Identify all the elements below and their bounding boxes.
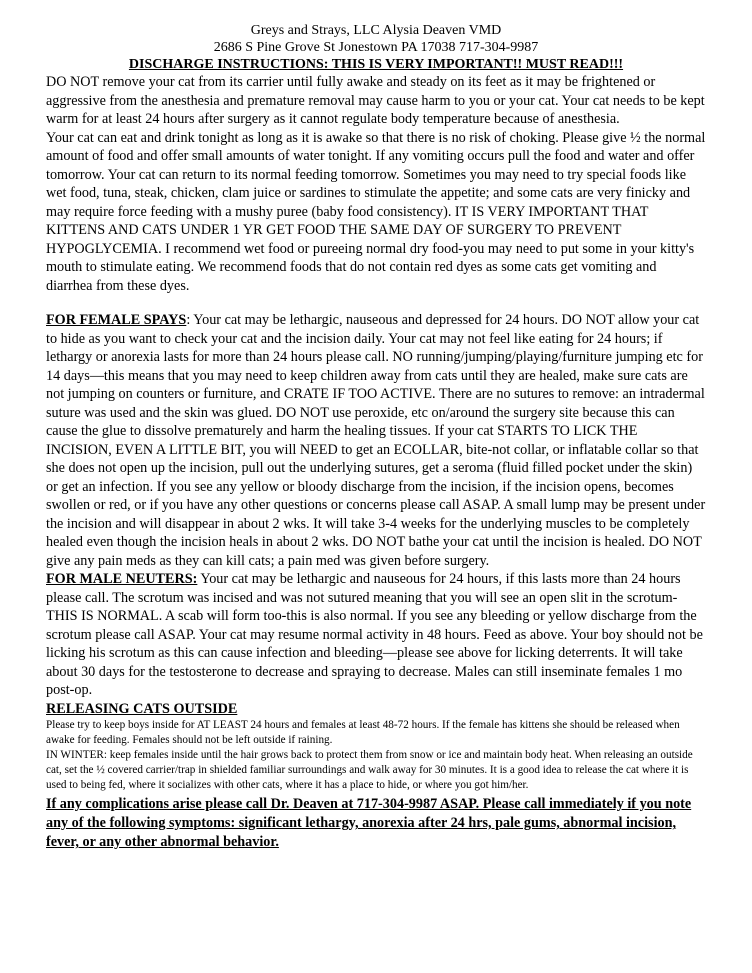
releasing-outside-text-2: IN WINTER: keep females inside until the hair grows back to protect them from snow or ice and maintain body heat. When releasing an outside cat, set the ½ covered carrier/trap in shielded familiar surroundings and walk away for 30 minutes. It is a good idea to release the cat where it is used to being fed, where it socializes with other cats, where it has a place to hide, or where you got him/her. [46, 749, 693, 791]
clinic-address: 2686 S Pine Grove St Jonestown PA 17038 717-304-9987 [213, 40, 539, 55]
female-spay-text: : Your cat may be lethargic, nauseous and depressed for 24 hours. DO NOT allow your cat to hide as you want to check your cat and the incision daily. Your cat may not feel like eating for 24 hours; if lethargy or anorexia lasts for more than 24 hours please call. NO running/jumping/playing/furniture jumping etc for 14 days—this means that you may need to keep children away from cats until they are healed, make sure cats are not jumping on counters or furniture, and CRATE IF TOO ACTIVE. There are no sutures to remove: an intradermal suture was used and the skin was glued. DO NOT use peroxide, etc on/around the surgery site because this can cause the glue to dissolve prematurely and harm the healing tissues. If your cat STARTS TO LICK THE INCISION, EVEN A LITTLE BIT, you will NEED to get an ECOLLAR, bite-not collar, or inflatable collar so that she does not open up the incision, pull out the underlying sutures, get a seroma (fluid filled pocket under the skin) or get an infection. If you see any yellow or bloody discharge from the incision, if the incision opens, becomes swollen or red, or if you have any other questions or concerns please call ASAP. A small lump may be present under the incision and will disappear in about 2 wks. It will take 3-4 weeks for the underlying muscles to be completely healed even though the incision heals in about 2 wks. DO NOT bathe your cat until the incision is healed. DO NOT give any pain meds as they can kill cats; a pain med was given before surgery. [46, 312, 706, 569]
female-spay-section [46, 311, 706, 570]
releasing-outside-heading: RELEASING CATS OUTSIDE [46, 700, 238, 717]
document-title: DISCHARGE INSTRUCTIONS: THIS IS VERY IMPORTANT!! MUST READ!!! [128, 57, 624, 72]
male-neuter-heading: FOR MALE NEUTERS: [46, 571, 198, 587]
section-spacer [46, 295, 706, 311]
discharge-document [46, 22, 706, 852]
complications-warning: If any complications arise please call Dr. Deaven at 717-304-9987 ASAP. Please call immediately if you note any of the following symptoms: significant lethargy, anorexia after 24 hrs, pale gums, abnormal incision, fever, or any other abnormal behavior. [46, 796, 692, 850]
female-spay-heading: FOR FEMALE SPAYS [46, 312, 187, 328]
clinic-name: Greys and Strays, LLC Alysia Deaven VMD [250, 23, 502, 38]
male-neuter-text: Your cat may be lethargic and nauseous for 24 hours, if this lasts more than 24 hours please call. The scrotum was incised and was not sutured meaning that you will see an open slit in the scrotum-THIS IS NORMAL. A scab will form too-this is also normal. If you see any bleeding or yellow discharge from the scrotum please call ASAP. Your cat may resume normal activity in 48 hours. Feed as above. Your boy should not be licking his scrotum as this can cause infection and bleeding—please see above for licking deterrents. It will take about 30 days for the testosterone to decrease and spraying to decrease. Males can still inseminate females 1 mo post-op. [46, 571, 703, 698]
feeding-instructions: Your cat can eat and drink tonight as long as it is awake so that there is no risk of choking. Please give ½ the normal amount of food and offer small amounts of water tonight. If any vomiting occurs pull the food and water and offer tomorrow. Your cat can return to its normal feeding tomorrow. Sometimes you may need to try special foods like wet food, tuna, steak, chicken, clam juice or sardines to stimulate the appetite; and some cats are very finicky and may require force feeding with a mushy puree (baby food consistency). IT IS VERY IMPORTANT THAT KITTENS AND CATS UNDER 1 YR GET FOOD THE SAME DAY OF SURGERY TO PREVENT HYPOGLYCEMIA. I recommend wet food or pureeing normal dry food-you may need to put some in your kitty's mouth to stimulate eating. We recommend foods that do not contain red dyes as some cats get vomiting and diarrhea from these dyes. [46, 129, 706, 294]
male-neuter-section [46, 570, 706, 700]
carrier-instructions: DO NOT remove your cat from its carrier until fully awake and steady on its feet as it may be frightened or aggressive from the anesthesia and premature removal may cause harm to you or your cat. Your cat needs to be kept warm for at least 24 hours after surgery as it cannot regulate body temperature because of anesthesia. [46, 74, 705, 127]
releasing-outside-text-1: Please try to keep boys inside for AT LEAST 24 hours and females at least 48-72 hours. If the female has kittens she should be released when awake for feeding. Females should not be left outside if raining. [46, 719, 680, 746]
